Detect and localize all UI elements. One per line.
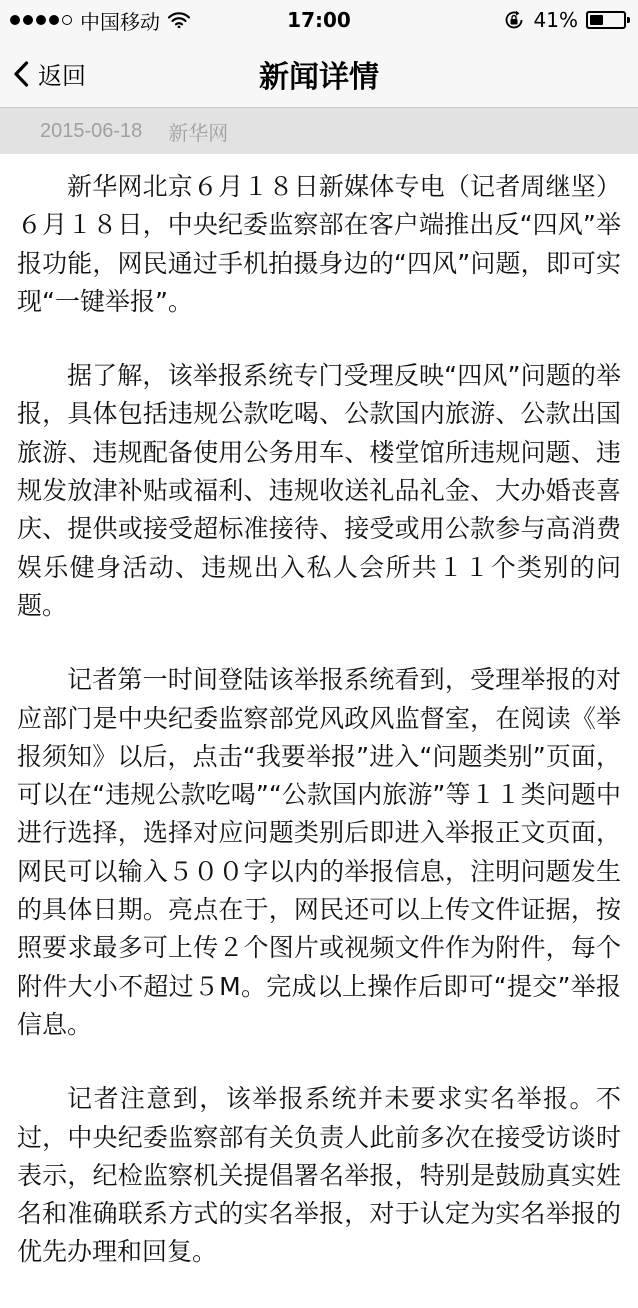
page-title: 新闻详情 (259, 59, 379, 95)
status-right (504, 0, 626, 40)
battery-percent: 41% (533, 8, 578, 32)
wifi-icon (168, 12, 190, 28)
article-paragraph: 据了解，该举报系统专门受理反映“四风”问题的举报，具体包括违规公款吃喝、公款国内旅游、公款出国旅游、违规配备使用公务用车、楼堂馆所违规问题、违规发放津补贴或福利、违规收送礼品礼金、大办婚丧喜庆、提供或接受超标准接待、接受或用公款参与高消费娱乐健身活动、违规出入私人会所共１１个类别的问题。 (17, 361, 621, 620)
article-source: 新华网 (168, 122, 229, 145)
status-time: 17:00 (287, 8, 351, 32)
battery-cap (627, 17, 630, 23)
signal-dot (10, 15, 20, 25)
article-meta (0, 108, 638, 154)
signal-dot (23, 15, 33, 25)
carrier-name: 中国移动 (80, 9, 160, 34)
chevron-left-icon (12, 60, 30, 88)
article-date: 2015-06-18 (40, 119, 143, 142)
battery-icon (586, 11, 626, 29)
article-paragraph: 新华网北京６月１８日新媒体专电（记者周继坚）６月１８日，中央纪委监察部在客户端推出反“四风”举报功能，网民通过手机拍摄身边的“四风”问题，即可实现“一键举报”。 (17, 172, 621, 316)
signal-dot (49, 15, 59, 25)
article-body (17, 168, 621, 1308)
article-paragraph: 记者第一时间登陆该举报系统看到，受理举报的对应部门是中央纪委监察部党风政风监督室，在阅读《举报须知》以后，点击“我要举报”进入“问题类别”页面，可以在“违规公款吃喝”“公款国内旅游”等１１类问题中进行选择，选择对应问题类别后即进入举报正文页面，网民可以输入５００字以内的举报信息，注明问题发生的具体日期。亮点在于，网民还可以上传文件证据，按照要求最多可上传２个图片或视频文件作为附件，每个附件大小不超过５M。完成以上操作后即可“提交”举报信息。 (17, 665, 621, 1039)
back-label: 返回 (38, 62, 86, 90)
signal-dot (62, 15, 72, 25)
signal-strength-icon (10, 15, 72, 25)
signal-dot (36, 15, 46, 25)
status-left (10, 0, 190, 40)
article-paragraph: 记者注意到，该举报系统并未要求实名举报。不过，中央纪委监察部有关负责人此前多次在接受访谈时表示，纪检监察机关提倡署名举报，特别是鼓励真实姓名和准确联系方式的实名举报，对于认定为实名举报的优先办理和回复。 (17, 1084, 621, 1267)
back-button[interactable] (12, 40, 86, 107)
rotation-lock-icon (504, 10, 524, 30)
battery-fill (590, 15, 603, 25)
status-bar (0, 0, 638, 40)
nav-bar (0, 40, 638, 108)
